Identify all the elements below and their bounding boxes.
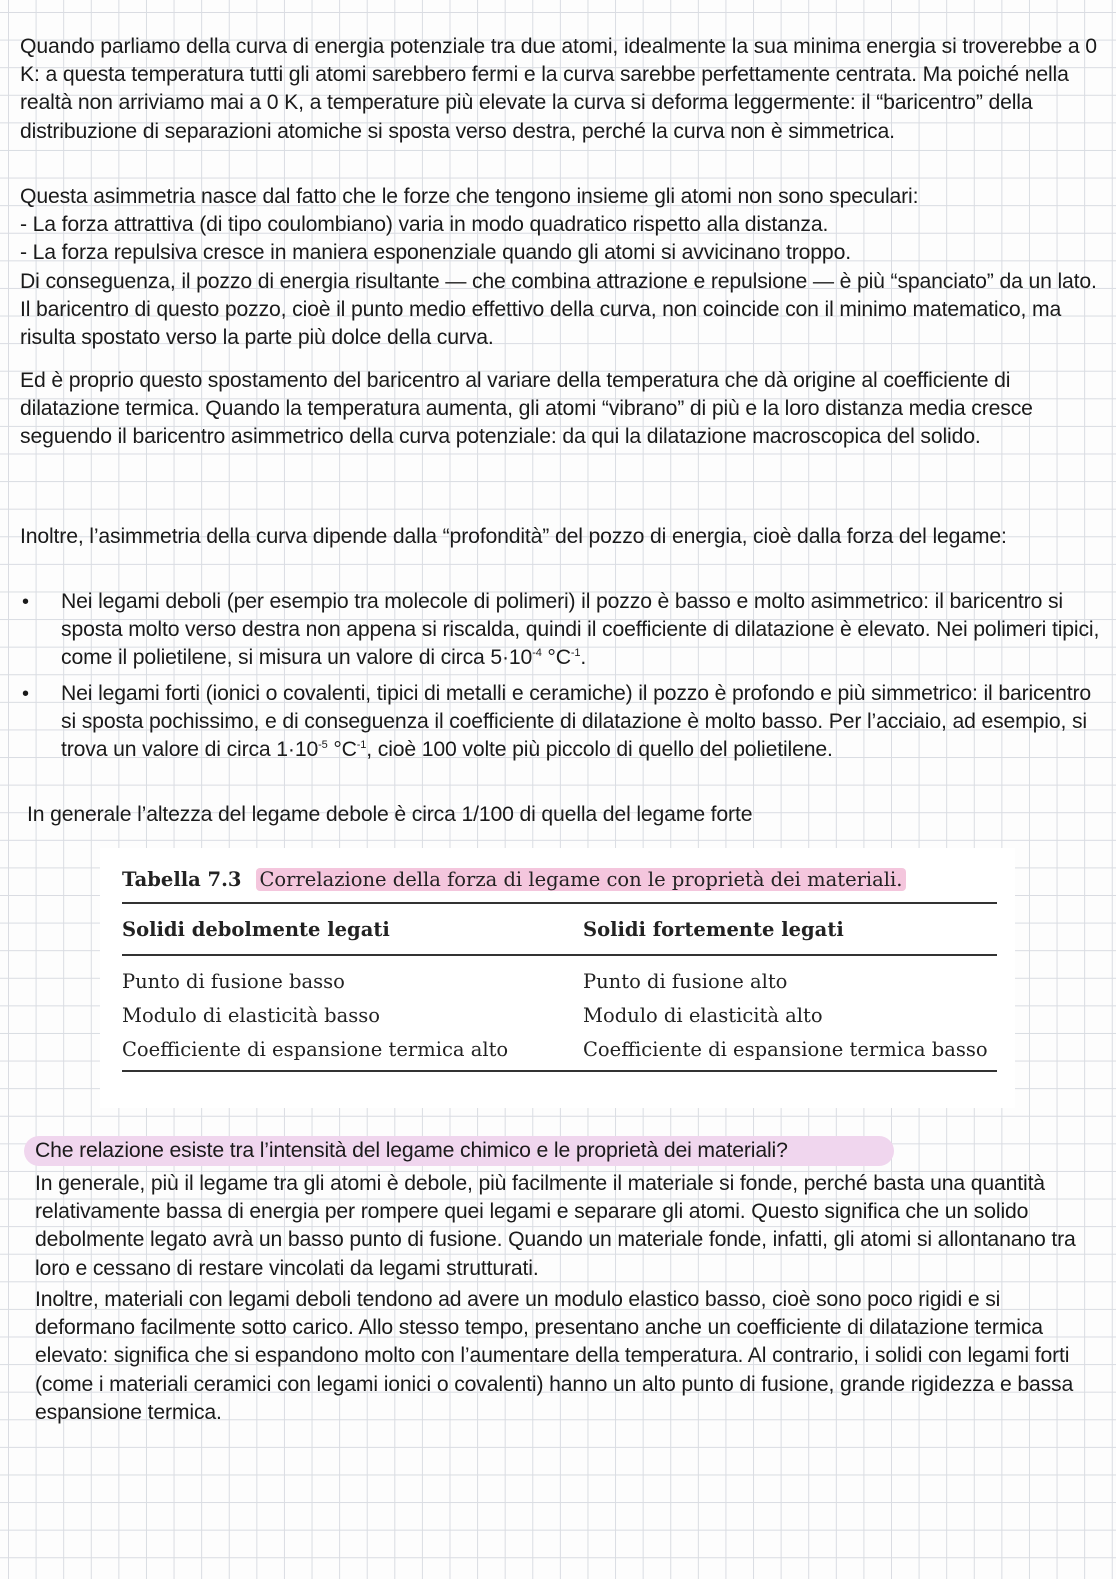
list-item-repulsive-force: - La forza repulsiva cresce in maniera esponenziale quando gli atomi si avvicinano troppo.: [20, 241, 851, 265]
table-cell: Punto di fusione basso: [122, 970, 345, 993]
answer-elastic-modulus: [35, 1286, 1085, 1427]
paragraph-text: In generale, più il legame tra gli atomi è debole, più facilmente il materiale si fonde, perché basta una quantità relativamente bassa di energia per rompere quei legami e separare gli atomi. Questo significa che un solido debolmente legato avrà un basso punto di fusione. Quando un materiale fonde, infatti, gli atomi si allontanano tra loro e cessano di restare vincolati da legami strutturati.: [35, 1172, 1076, 1280]
table-cell: Modulo di elasticità basso: [122, 1004, 381, 1027]
exponent: -5: [318, 739, 328, 752]
table-rule-bottom: [122, 1070, 997, 1072]
paragraph-text: Quando parliamo della curva di energia potenziale tra due atomi, idealmente la sua minima energia si troverebbe a 0 K: a questa temperatura tutti gli atomi sarebbero fermi e la curva sarebbe perfettamente centrata. Ma poiché nella realtà non arriviamo mai a 0 K, a temperature più elevate la curva si deforma leggermente: il “baricentro” della distribuzione di separazioni atomiche si sposta verso destra, perché la curva non è simmetrica.: [20, 35, 1097, 143]
exponent: -1: [570, 647, 581, 660]
bullet-end: , cioè 100 volte più piccolo di quello del polietilene.: [366, 738, 833, 762]
paragraph-bond-depth: [20, 523, 1098, 551]
table-caption: [122, 868, 906, 891]
exponent: -1: [356, 739, 367, 752]
paragraph-asymmetry: [20, 183, 1098, 352]
table-header-weak: Solidi debolmente legati: [122, 918, 390, 941]
list-item-strong-bonds: [61, 680, 1108, 765]
paragraph-text: Ed è proprio questo spostamento del baricentro al variare della temperatura che dà origine al coefficiente di dilatazione termica. Quando la temperatura aumenta, gli atomi “vibrano” di più e la loro distanza media cresce seguendo il baricentro asimmetrico della curva potenziale: da qui la dilatazione macroscopica del solido.: [20, 369, 1033, 449]
paragraph-potential-curve: [20, 33, 1098, 146]
list-item-weak-bonds: [61, 588, 1108, 673]
paragraph-thermal-expansion: [20, 367, 1098, 452]
table-cell: Modulo di elasticità alto: [583, 1004, 823, 1027]
summary-text: In generale l’altezza del legame debole è circa 1/100 di quella del legame forte: [27, 803, 753, 826]
unit: °C: [327, 738, 357, 762]
table-header-strong: Solidi fortemente legati: [583, 918, 844, 941]
paragraph-text: Inoltre, l’asimmetria della curva dipende dalla “profondità” del pozzo di energia, cioè dalla forza del legame:: [20, 525, 1007, 548]
table-caption-text: Correlazione della forza di legame con le proprietà dei materiali.: [256, 868, 907, 891]
table-cell: Punto di fusione alto: [583, 970, 788, 993]
exponent: -4: [532, 647, 542, 660]
list-item-attractive-force: - La forza attrattiva (di tipo coulombiano) varia in modo quadratico rispetto alla distanza.: [20, 213, 829, 237]
table-rule-top: [122, 902, 997, 904]
bullet-end: .: [580, 646, 587, 670]
table-cell: Coefficiente di espansione termica basso: [583, 1038, 988, 1061]
bullet-text: Nei legami forti (ionici o covalenti, tipici di metalli e ceramiche) il pozzo è profondo e più simmetrico: il baricentro si sposta pochissimo, e di conseguenza il coefficiente di dilatazione è molto basso. Per l’acciaio, ad esempio, si trova un valore di circa 1·10: [61, 682, 1092, 762]
paragraph-text: Di conseguenza, il pozzo di energia risultante — che combina attrazione e repulsione — è più “spanciato” da un lato. Il baricentro di questo pozzo, cioè il punto medio effettivo della curva, non coincide con il minimo matematico, ma risulta spostato verso la parte più dolce della curva.: [20, 269, 1097, 350]
summary-line: [27, 801, 1087, 829]
bullet-text: Nei legami deboli (per esempio tra molecole di polimeri) il pozzo è basso e molto asimmetrico: il baricentro si sposta molto verso destra non appena si riscalda, quindi il coefficiente di dilatazione è elevato. Nei polimeri tipici, come il polietilene, si misura un valore di circa 5·10: [61, 590, 1100, 670]
bullet-marker: •: [22, 683, 30, 705]
table-number: Tabella 7.3: [122, 868, 242, 891]
table-cell: Coefficiente di espansione termica alto: [122, 1038, 509, 1061]
unit: °C: [541, 646, 571, 670]
bond-strength-table: [100, 848, 1015, 1108]
question-heading: Che relazione esiste tra l’intensità del legame chimico e le proprietà dei materiali?: [35, 1139, 788, 1162]
answer-melting-point: [35, 1170, 1085, 1283]
paragraph-text: Inoltre, materiali con legami deboli tendono ad avere un modulo elastico basso, cioè sono poco rigidi e si deformano facilmente sotto carico. Allo stesso tempo, presentano anche un coefficiente di dilatazione termica elevato: significa che si espandono molto con l’aumentare della temperatura. Al contrario, i solidi con legami forti (come i materiali ceramici con legami ionici o covalenti) hanno un alto punto di fusione, grande rigidezza e bassa espansione termica.: [35, 1288, 1074, 1424]
paragraph-text: Questa asimmetria nasce dal fatto che le forze che tengono insieme gli atomi non sono speculari:: [20, 185, 919, 208]
bullet-marker: •: [22, 591, 30, 613]
table-rule-header: [122, 954, 997, 956]
